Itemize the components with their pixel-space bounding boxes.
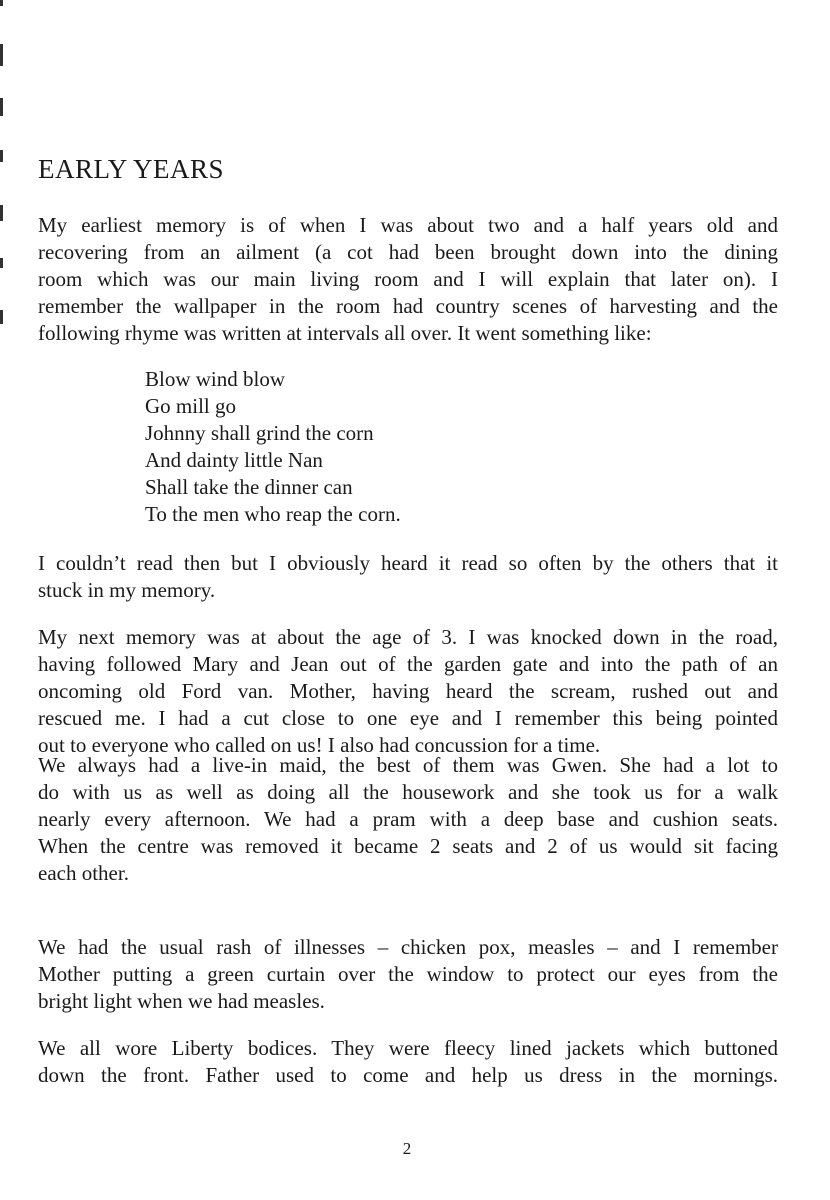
- text-line: I couldn’t read then but I obviously heard it read so often by the others that it: [38, 551, 778, 575]
- text-line: nearly every afternoon. We had a pram with a deep base and cushion seats.: [38, 807, 778, 831]
- paragraph-reading: [38, 550, 778, 604]
- text-line: recovering from an ailment (a cot had been brought down into the dining: [38, 240, 778, 264]
- page-number: 2: [402, 1139, 412, 1158]
- text-line: We had the usual rash of illnesses – chicken pox, measles – and I remember: [38, 935, 778, 959]
- text-line: out to everyone who called on us! I also had concussion for a time.: [38, 733, 601, 757]
- scan-binding-edge: [0, 0, 4, 1200]
- text-line: We always had a live-in maid, the best of them was Gwen. She had a lot to: [38, 753, 778, 777]
- text-line: do with us as well as doing all the housework and she took us for a walk: [38, 780, 778, 804]
- paragraph-bodices: [38, 1035, 778, 1089]
- rhyme-line: Shall take the dinner can: [145, 475, 353, 499]
- text-line: down the front. Father used to come and help us dress in the mornings.: [38, 1063, 778, 1087]
- paragraph-maid: [38, 752, 778, 887]
- text-line: having followed Mary and Jean out of the garden gate and into the path of an: [38, 652, 778, 676]
- text-line: following rhyme was written at intervals all over. It went something like:: [38, 321, 652, 345]
- document-page: [38, 0, 778, 1200]
- text-line: My next memory was at about the age of 3. I was knocked down in the road,: [38, 625, 778, 649]
- text-line: stuck in my memory.: [38, 578, 216, 602]
- text-line: When the centre was removed it became 2 seats and 2 of us would sit facing: [38, 834, 778, 858]
- text-line: remember the wallpaper in the room had country scenes of harvesting and the: [38, 294, 778, 318]
- text-line: My earliest memory is of when I was about two and a half years old and: [38, 213, 778, 237]
- chapter-heading: EARLY YEARS: [38, 154, 225, 184]
- paragraph-illnesses: [38, 934, 778, 1015]
- rhyme-line: Johnny shall grind the corn: [145, 421, 374, 445]
- paragraph-earliest-memory: [38, 212, 778, 347]
- paragraph-accident: [38, 624, 778, 759]
- text-line: room which was our main living room and I will explain that later on). I: [38, 267, 778, 291]
- rhyme-line: Go mill go: [145, 394, 237, 418]
- text-line: Mother putting a green curtain over the window to protect our eyes from the: [38, 962, 778, 986]
- text-line: We all wore Liberty bodices. They were fleecy lined jackets which buttoned: [38, 1036, 778, 1060]
- rhyme-line: And dainty little Nan: [145, 448, 323, 472]
- text-line: each other.: [38, 861, 129, 885]
- wallpaper-rhyme: [145, 366, 401, 528]
- rhyme-line: Blow wind blow: [145, 367, 286, 391]
- text-line: bright light when we had measles.: [38, 989, 325, 1013]
- text-line: oncoming old Ford van. Mother, having heard the scream, rushed out and: [38, 679, 778, 703]
- text-line: rescued me. I had a cut close to one eye and I remember this being pointed: [38, 706, 778, 730]
- rhyme-line: To the men who reap the corn.: [145, 502, 401, 526]
